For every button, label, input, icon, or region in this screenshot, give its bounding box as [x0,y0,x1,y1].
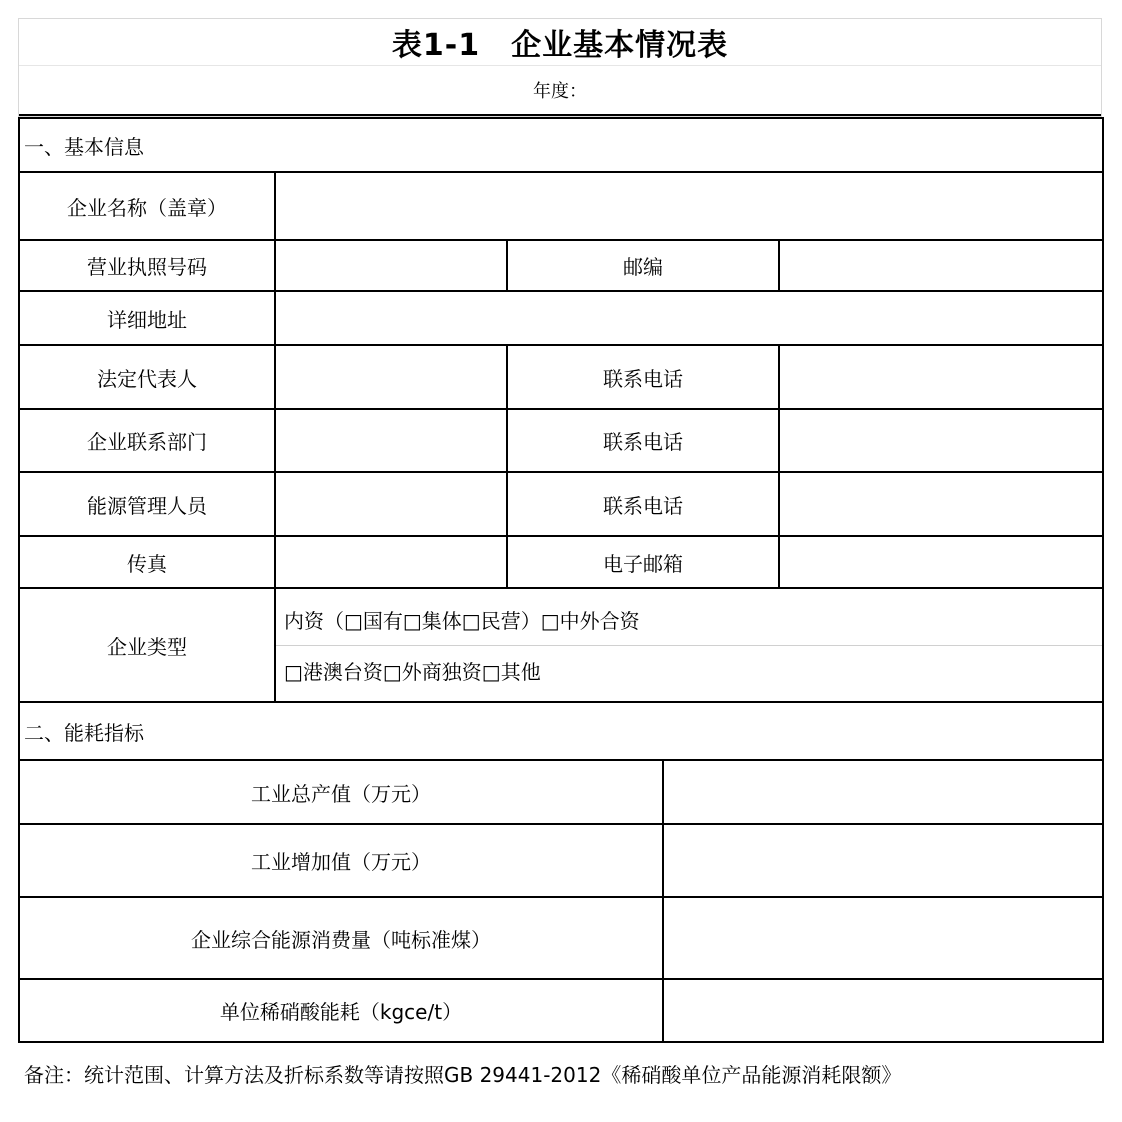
label-company-name: 企业名称（盖章） [19,172,275,240]
label-company-type: 企业类型 [19,588,275,702]
field-postcode[interactable] [779,240,1103,291]
label-phone: 联系电话 [507,409,779,472]
section-energy-indicators: 二、能耗指标 [19,702,1103,760]
label-license: 营业执照号码 [19,240,275,291]
label-industrial-output: 工业总产值（万元） [19,760,663,824]
label-unit-energy: 单位稀硝酸能耗（kgce/t） [19,979,663,1042]
footnote: 备注：统计范围、计算方法及折标系数等请按照GB 29441-2012《稀硝酸单位产品能源消耗限额》 [24,1062,902,1087]
table-row [19,172,1103,240]
section-row [19,702,1103,760]
field-industrial-output[interactable] [663,760,1103,824]
table-row [19,536,1103,588]
table-row [19,979,1103,1042]
field-phone[interactable] [779,472,1103,536]
table-row [19,345,1103,409]
table-row [19,409,1103,472]
label-fax: 传真 [19,536,275,588]
table-row [19,824,1103,897]
header-block [18,18,1102,117]
field-contact-dept[interactable] [275,409,507,472]
label-phone: 联系电话 [507,472,779,536]
table-row [19,588,1103,702]
table-row [19,760,1103,824]
field-phone[interactable] [779,345,1103,409]
label-postcode: 邮编 [507,240,779,291]
field-energy-manager[interactable] [275,472,507,536]
table-row [19,897,1103,979]
label-phone: 联系电话 [507,345,779,409]
form-sheet [18,18,1102,1103]
field-phone[interactable] [779,409,1103,472]
field-address[interactable] [275,291,1103,345]
company-type-options [275,588,1103,702]
label-energy-consumption: 企业综合能源消费量（吨标准煤） [19,897,663,979]
label-address: 详细地址 [19,291,275,345]
field-legal-rep[interactable] [275,345,507,409]
label-email: 电子邮箱 [507,536,779,588]
label-legal-rep: 法定代表人 [19,345,275,409]
form-title: 表1-1 企业基本情况表 [19,19,1101,66]
field-company-name[interactable] [275,172,1103,240]
field-fax[interactable] [275,536,507,588]
table-row [19,240,1103,291]
field-email[interactable] [779,536,1103,588]
info-table [18,117,1104,1043]
field-license[interactable] [275,240,507,291]
year-label: 年度： [19,66,1101,116]
field-energy-consumption[interactable] [663,897,1103,979]
label-contact-dept: 企业联系部门 [19,409,275,472]
table-row [19,291,1103,345]
section-row [19,118,1103,172]
field-industrial-added[interactable] [663,824,1103,897]
label-industrial-added: 工业增加值（万元） [19,824,663,897]
company-type-options-line1[interactable]: 内资（□国有□集体□民营）□中外合资 [284,609,640,633]
field-unit-energy[interactable] [663,979,1103,1042]
section-basic-info: 一、基本信息 [19,118,1103,172]
table-row [19,472,1103,536]
company-type-options-line2[interactable]: □港澳台资□外商独资□其他 [276,645,1102,696]
label-energy-manager: 能源管理人员 [19,472,275,536]
